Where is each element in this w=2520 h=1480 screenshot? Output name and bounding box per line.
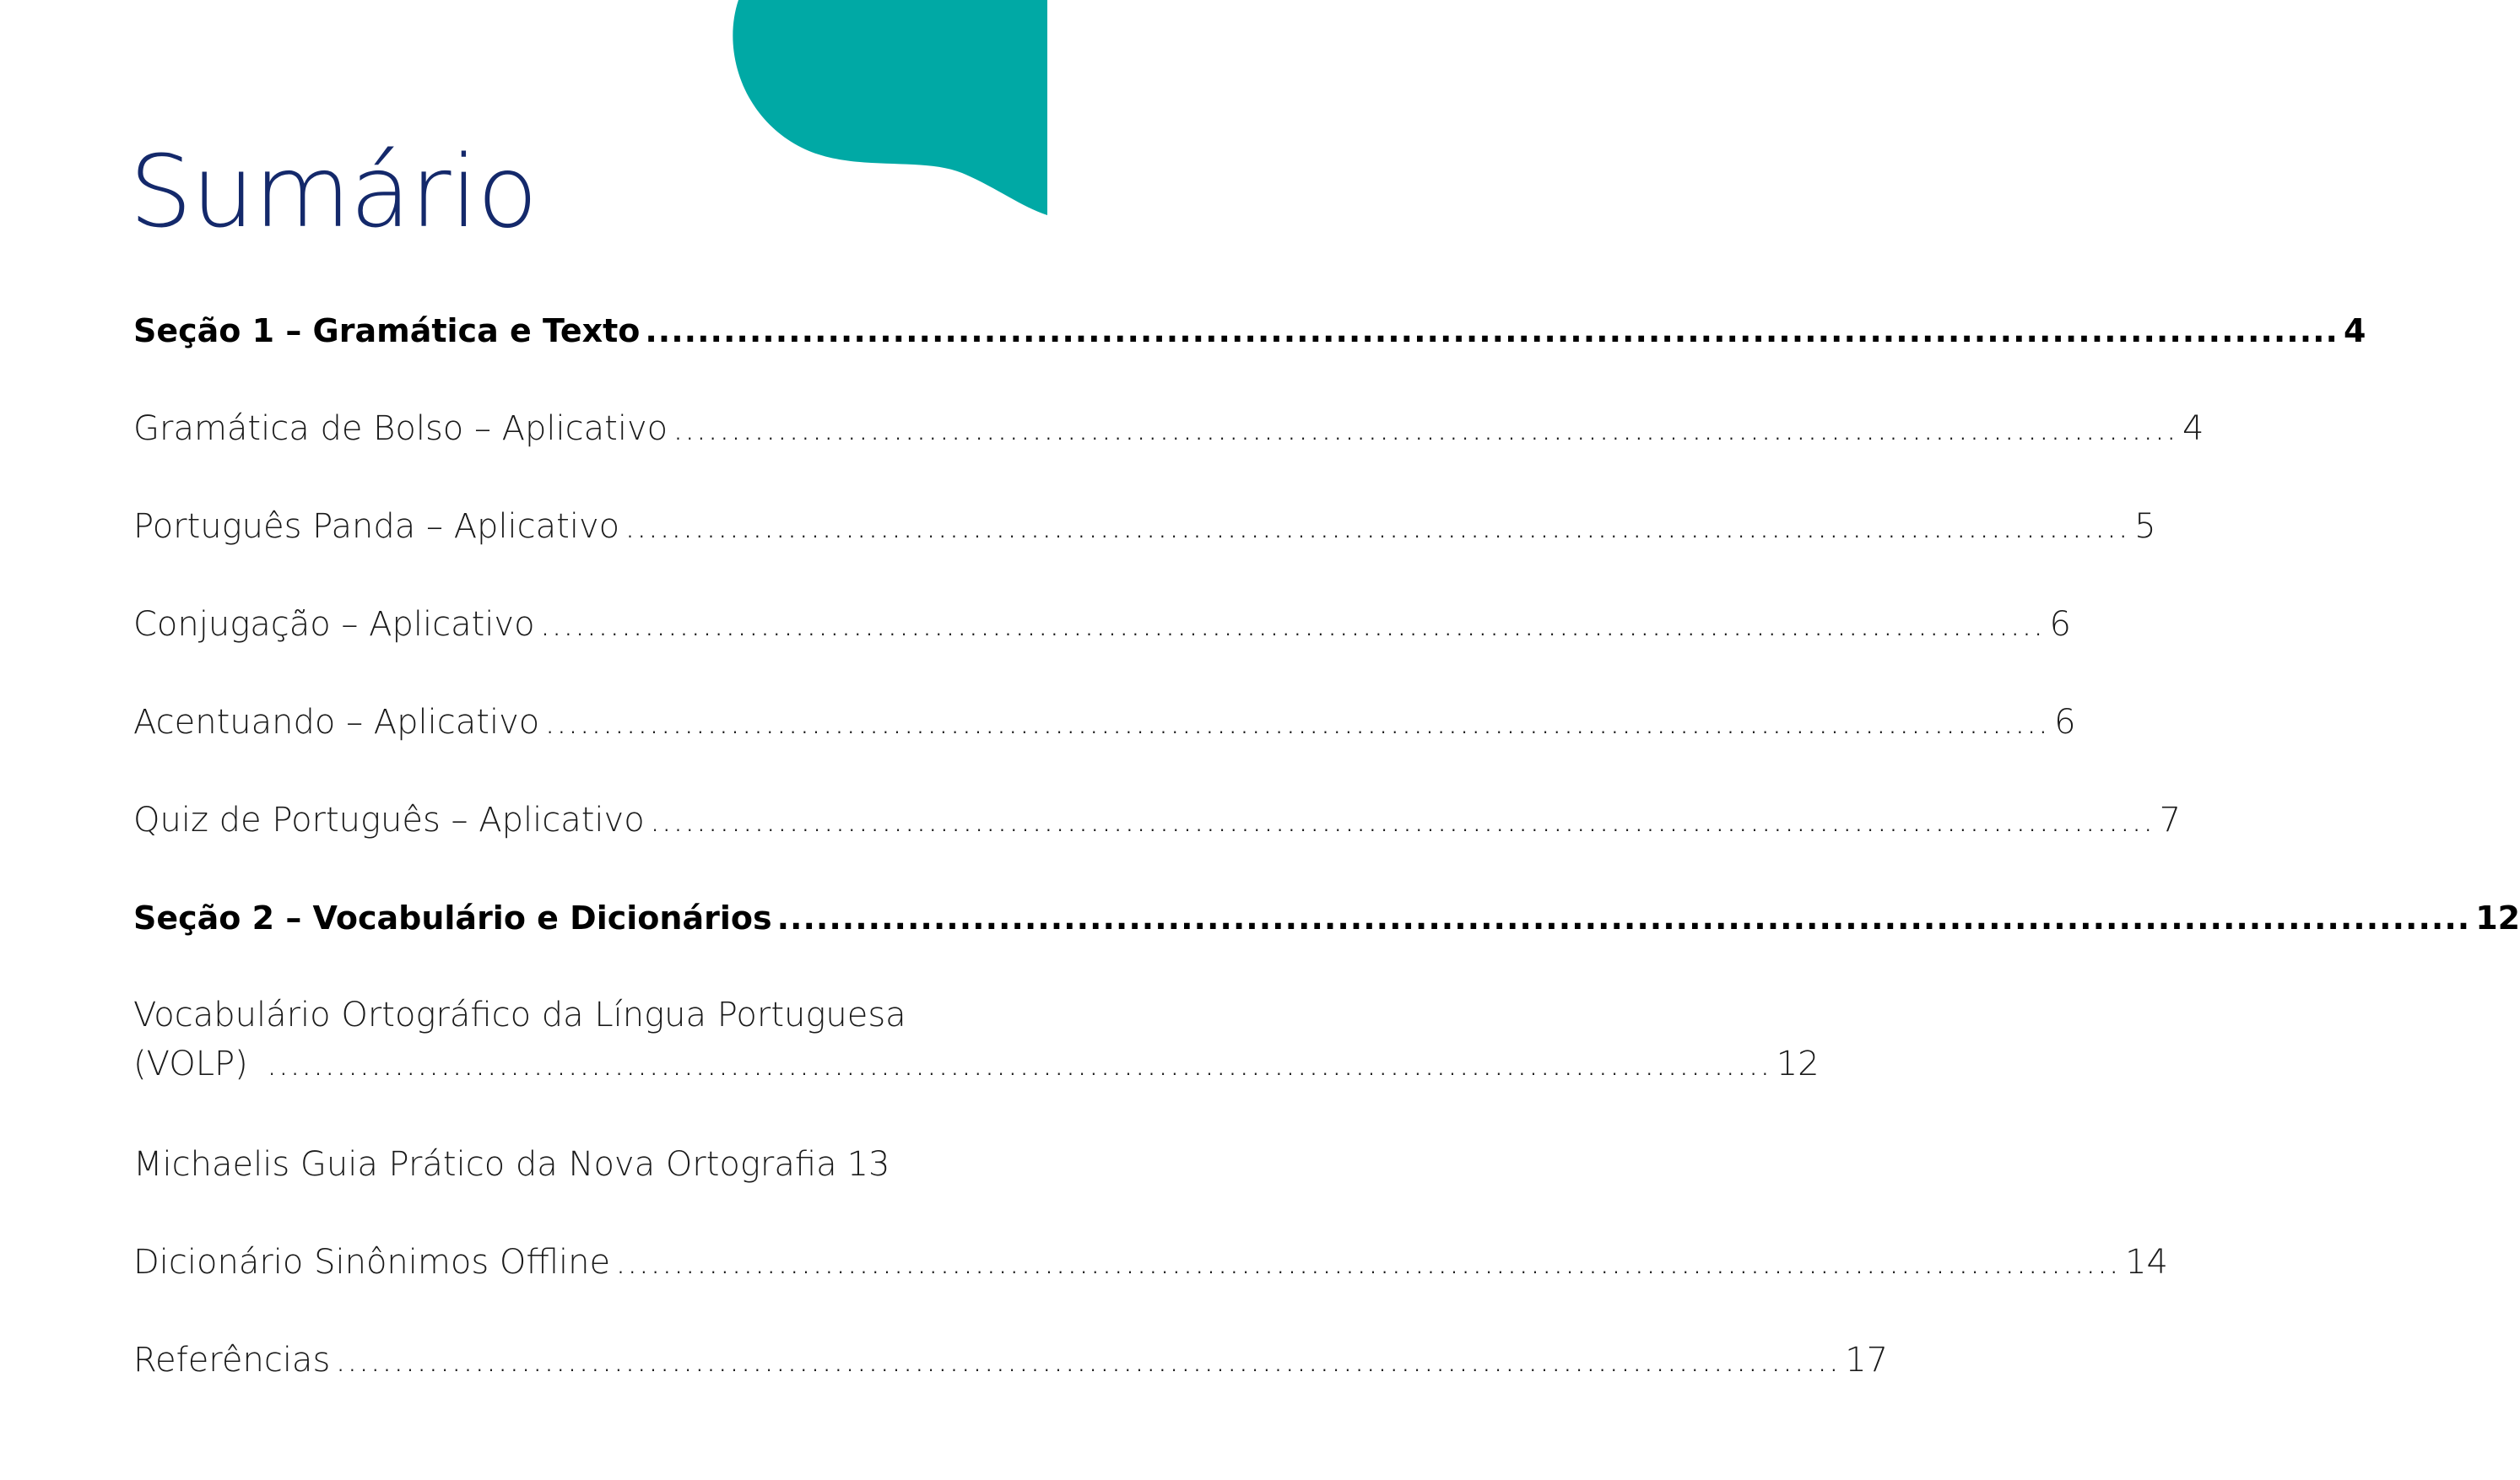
dot-leader: ..................................................................................................................................: [544, 703, 2050, 742]
toc-page-number: 13: [846, 1145, 890, 1184]
toc-entry-acentuando[interactable]: [133, 702, 2076, 743]
toc-entry-portugues-panda[interactable]: [133, 506, 2156, 547]
toc-page-number: 6: [2054, 703, 2076, 742]
toc-page-number: 5: [2134, 507, 2156, 546]
toc-page-number: 12: [2475, 899, 2520, 937]
toc-page-number: 4: [2344, 312, 2366, 349]
toc-entry-referencias[interactable]: [133, 1340, 1889, 1380]
toc-entry-label: Referências: [133, 1341, 331, 1380]
toc-entry-quiz-de-portugues[interactable]: [133, 800, 2182, 840]
page-title: Sumário: [129, 133, 538, 250]
toc-entry-label: Português Panda – Aplicativo: [133, 507, 620, 546]
toc-entry-michaelis[interactable]: [133, 1144, 890, 1185]
dot-leader: ..................................................................................................................................: [649, 801, 2155, 840]
dot-leader: ..................................................................................................................................: [645, 312, 2339, 349]
dot-leader: ..................................................................................................................................: [776, 899, 2471, 937]
toc-entry-label: Seção 1 – Gramática e Texto: [133, 312, 641, 349]
toc-page-number: 17: [1845, 1341, 1889, 1380]
toc-page-number: 14: [2125, 1243, 2168, 1282]
toc-entry-volp[interactable]: [133, 991, 1820, 1088]
dot-leader: ..................................................................................................................................: [625, 507, 2130, 546]
toc-entry-label: Gramática de Bolso – Aplicativo: [133, 409, 668, 448]
dot-leader: ..................................................................................................................................: [335, 1341, 1841, 1380]
dot-leader: ..................................................................................................................................: [266, 1045, 1771, 1083]
toc-section-2[interactable]: [133, 898, 2520, 938]
toc-entry-label: Dicionário Sinônimos Offline: [133, 1243, 611, 1282]
toc-page-number: 6: [2049, 605, 2071, 644]
toc-page-number: 4: [2182, 409, 2204, 448]
toc-entry-conjugacao[interactable]: [133, 604, 2071, 645]
toc-entry-label: Michaelis Guia Prático da Nova Ortografia: [133, 1145, 837, 1184]
toc-entry-label-continued: (VOLP): [133, 1045, 248, 1083]
toc-entry-label: Quiz de Português – Aplicativo: [133, 801, 645, 840]
toc-entry-label: Conjugação – Aplicativo: [133, 605, 535, 644]
toc-entry-label: Seção 2 – Vocabulário e Dicionários: [133, 899, 772, 937]
toc-entry-label: Vocabulário Ortográfico da Língua Portuguesa: [133, 996, 906, 1034]
toc-entry-label: Acentuando – Aplicativo: [133, 703, 540, 742]
toc-section-1[interactable]: [133, 311, 2366, 351]
toc-entry-gramatica-de-bolso[interactable]: [133, 408, 2204, 449]
dot-leader: ..................................................................................................................................: [673, 409, 2178, 448]
toc-page-number: 7: [2159, 801, 2182, 840]
dot-leader: ..................................................................................................................................: [539, 605, 2045, 644]
toc-page-number: 12: [1776, 1045, 1820, 1083]
dot-leader: ..................................................................................................................................: [615, 1243, 2121, 1282]
toc-entry-dicionario-sinonimos[interactable]: [133, 1242, 2168, 1283]
